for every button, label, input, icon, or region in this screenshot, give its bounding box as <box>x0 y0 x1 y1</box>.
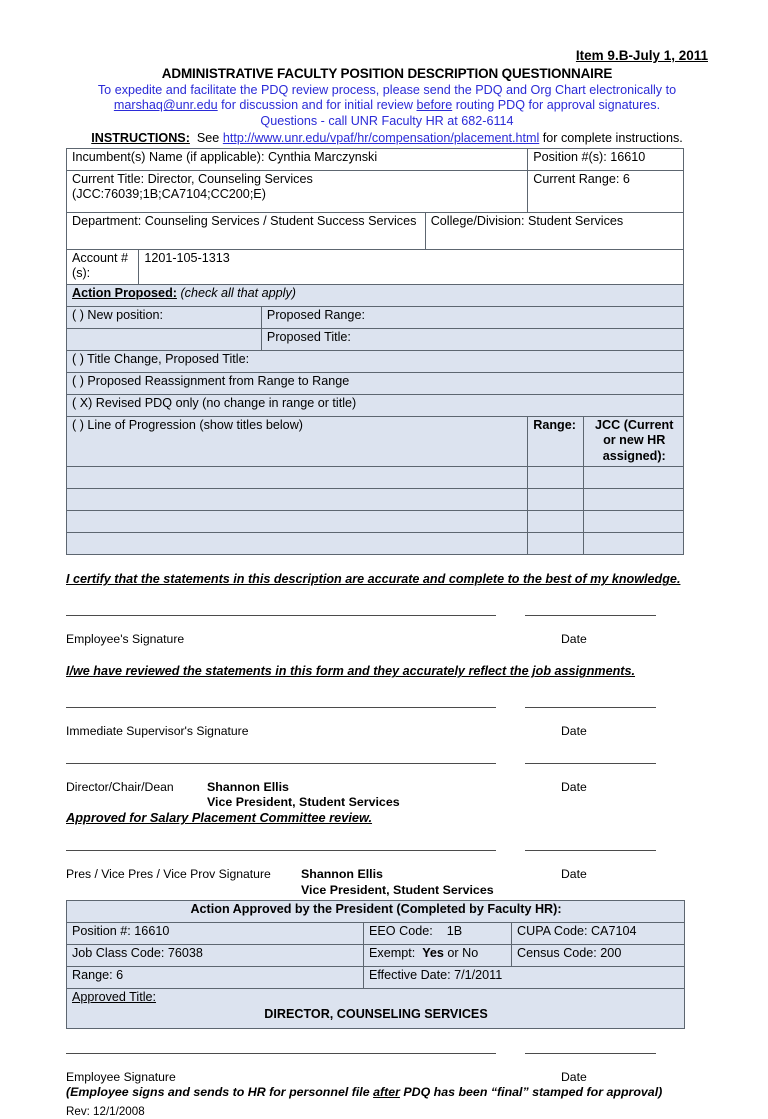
employee-signature-line[interactable] <box>66 615 496 616</box>
action-proposed-hint: (check all that apply) <box>180 285 296 300</box>
approved-title-label: Approved Title: <box>72 990 157 1005</box>
approval-cupa-code-cell: CUPA Code: CA7104 <box>512 923 685 945</box>
instructions-see: See <box>196 130 220 145</box>
college-division-cell: College/Division: Student Services <box>425 212 683 249</box>
position-number-cell: Position #(s): 16610 <box>528 148 684 170</box>
progression-title-cell[interactable] <box>67 467 528 489</box>
new-position-checkbox-cell[interactable]: ( ) New position: <box>67 306 262 328</box>
proposed-title-cell[interactable]: Proposed Title: <box>261 328 683 350</box>
approved-title-value: DIRECTOR, COUNSELING SERVICES <box>264 1006 488 1021</box>
footer-employee-signature-line[interactable] <box>66 1053 496 1054</box>
table-row <box>67 511 684 533</box>
progression-jcc-cell[interactable] <box>584 467 684 489</box>
president-date-line[interactable] <box>525 850 656 851</box>
table-row-proposed-title <box>67 328 684 350</box>
revised-pdq-cell[interactable]: ( X) Revised PDQ only (no change in range or title) <box>67 394 684 416</box>
footer-employee-date-line[interactable] <box>525 1053 656 1054</box>
footer-note-part-b: PDQ has been “final” stamped for approval) <box>399 1085 663 1100</box>
table-row-position-eeo-cupa <box>67 923 685 945</box>
president-title: Vice President, Student Services <box>301 883 494 898</box>
instructions-line <box>66 130 708 146</box>
instructions-tail: for complete instructions. <box>542 130 683 145</box>
director-date-line[interactable] <box>525 763 656 764</box>
table-row-line-of-progression-header <box>67 416 684 467</box>
employee-signature-label: Employee's Signature <box>66 632 185 647</box>
approval-position-number-cell: Position #: 16610 <box>67 923 364 945</box>
line-of-progression-cell[interactable]: ( ) Line of Progression (show titles below) <box>67 416 528 467</box>
director-signature-label: Director/Chair/Dean <box>66 780 174 795</box>
instructions-url-link[interactable]: http://www.unr.edu/vpaf/hr/compensation/placement.html <box>222 130 540 145</box>
department-cell: Department: Counseling Services / Student Success Services <box>67 212 426 249</box>
progression-title-cell[interactable] <box>67 489 528 511</box>
certification-statement-1: I certify that the statements in this description are accurate and complete to the best of my knowledge. <box>66 572 681 587</box>
table-row <box>67 533 684 555</box>
progression-range-cell[interactable] <box>528 511 584 533</box>
approved-for-committee-review-note: Approved for Salary Placement Committee review. <box>66 810 373 826</box>
intro-before-emphasis: before <box>416 98 453 113</box>
supervisor-date-label: Date <box>561 724 587 739</box>
table-row-jobclass-exempt-census <box>67 945 685 967</box>
current-title-line-2: (JCC:76039;1B;CA7104;CC200;E) <box>72 187 266 202</box>
progression-range-cell[interactable] <box>528 467 584 489</box>
president-signature-line-row <box>66 850 684 867</box>
jcc-column-header <box>584 416 684 467</box>
footer-note-part-a: (Employee signs and sends to HR for personnel file <box>66 1085 374 1100</box>
progression-range-cell[interactable] <box>528 489 584 511</box>
president-signature-line[interactable] <box>66 850 496 851</box>
approval-range-cell: Range: 6 <box>67 967 364 989</box>
incumbent-name-cell: Incumbent(s) Name (if applicable): Cynthia Marczynski <box>67 148 528 170</box>
footer-signature-line-row <box>66 1053 684 1070</box>
eeo-code-value: 1B <box>446 924 463 939</box>
exempt-yes-value: Yes <box>422 946 444 961</box>
approval-job-class-code-cell: Job Class Code: 76038 <box>67 945 364 967</box>
table-row-action-proposed <box>67 284 684 306</box>
progression-title-cell[interactable] <box>67 511 528 533</box>
table-row-range-effective-date <box>67 967 685 989</box>
current-title-line-1: Current Title: Director, Counseling Services <box>72 171 313 186</box>
position-info-table <box>66 148 684 556</box>
footer-signature-labels <box>66 1070 684 1085</box>
president-approval-table <box>66 900 685 1029</box>
intro-line-2 <box>66 98 708 113</box>
director-date-label: Date <box>561 780 587 795</box>
table-row-department <box>67 212 684 249</box>
range-column-header: Range: <box>528 416 584 467</box>
revision-date: Rev: 12/1/2008 <box>66 1105 145 1119</box>
footer-date-label: Date <box>561 1070 587 1085</box>
instructions-label: INSTRUCTIONS: <box>91 130 190 145</box>
jcc-header-line-2: or new HR <box>603 433 666 448</box>
approval-header-cell: Action Approved by the President (Completed by Faculty HR): <box>67 901 685 923</box>
page-title: ADMINISTRATIVE FACULTY POSITION DESCRIPTION QUESTIONNAIRE <box>161 66 613 81</box>
progression-jcc-cell[interactable] <box>584 533 684 555</box>
item-reference-text: Item 9.B-July 1, 2011 <box>575 48 708 63</box>
president-name: Shannon Ellis <box>301 867 383 882</box>
jcc-header-line-3: assigned): <box>602 448 666 463</box>
table-row-revised-pdq <box>67 394 684 416</box>
table-row-approved-title <box>67 989 685 1029</box>
jcc-header-line-1: JCC (Current <box>595 417 674 432</box>
new-position-blank-cell <box>67 328 262 350</box>
action-proposed-label: Action Proposed: <box>72 285 177 300</box>
certification-statement-2: I/we have reviewed the statements in this form and they accurately reflect the job assignments. <box>66 664 636 679</box>
approval-effective-date-cell: Effective Date: 7/1/2011 <box>364 967 685 989</box>
supervisor-date-line[interactable] <box>525 707 656 708</box>
eeo-code-label: EEO Code: <box>369 924 433 939</box>
current-title-cell <box>67 170 528 212</box>
table-row-account <box>67 249 684 284</box>
progression-range-cell[interactable] <box>528 533 584 555</box>
intro-line-1: To expedite and facilitate the PDQ review process, please send the PDQ and Org Chart electronically to <box>97 83 677 97</box>
intro-line-3: Questions - call UNR Faculty HR at 682-6114 <box>260 113 514 128</box>
account-label-cell: Account #(s): <box>67 249 139 284</box>
director-signature-line[interactable] <box>66 763 496 764</box>
email-link[interactable]: marshaq@unr.edu <box>113 98 218 113</box>
director-signature-line-row <box>66 763 684 780</box>
intro-paragraph <box>66 83 708 129</box>
approval-census-code-cell: Census Code: 200 <box>512 945 685 967</box>
supervisor-signature-line-row <box>66 707 684 724</box>
table-row-reassignment <box>67 372 684 394</box>
director-signature-labels <box>66 780 684 795</box>
exempt-label: Exempt: <box>369 946 416 961</box>
reassignment-cell[interactable]: ( ) Proposed Reassignment from Range to Range <box>67 372 684 394</box>
title-change-cell[interactable]: ( ) Title Change, Proposed Title: <box>67 350 684 372</box>
footer-employee-signature-label: Employee Signature <box>66 1070 176 1085</box>
approval-exempt-cell <box>364 945 512 967</box>
table-row <box>67 467 684 489</box>
footer-note <box>66 1085 708 1100</box>
president-signature-label: Pres / Vice Pres / Vice Prov Signature <box>66 867 271 882</box>
director-title: Vice President, Student Services <box>207 795 400 810</box>
account-value-cell: 1201-105-1313 <box>139 249 684 284</box>
supervisor-signature-line[interactable] <box>66 707 496 708</box>
table-row <box>67 489 684 511</box>
table-row-current-title <box>67 170 684 212</box>
supervisor-signature-label: Immediate Supervisor's Signature <box>66 724 249 739</box>
intro-line-2-tail: routing PDQ for approval signatures. <box>452 98 661 113</box>
approved-title-cell <box>67 989 685 1029</box>
current-range-cell: Current Range: 6 <box>528 170 684 212</box>
approval-eeo-code-cell <box>364 923 512 945</box>
item-reference-line <box>66 48 708 64</box>
proposed-range-cell[interactable]: Proposed Range: <box>261 306 683 328</box>
progression-title-cell[interactable] <box>67 533 528 555</box>
progression-jcc-cell[interactable] <box>584 511 684 533</box>
supervisor-signature-labels <box>66 724 684 739</box>
employee-signature-labels <box>66 632 684 647</box>
action-proposed-cell <box>67 284 684 306</box>
table-row-title-change <box>67 350 684 372</box>
progression-jcc-cell[interactable] <box>584 489 684 511</box>
intro-line-2-mid: for discussion and for initial review <box>217 98 417 113</box>
employee-date-label: Date <box>561 632 587 647</box>
employee-signature-line-row <box>66 615 684 632</box>
exempt-or-no: or No <box>447 946 479 961</box>
employee-date-line[interactable] <box>525 615 656 616</box>
table-row-incumbent <box>67 148 684 170</box>
table-row-approval-header <box>67 901 685 923</box>
table-row-new-position <box>67 306 684 328</box>
footer-note-after-emphasis: after <box>373 1085 400 1100</box>
president-date-label: Date <box>561 867 587 882</box>
president-signature-labels <box>66 867 684 883</box>
director-name: Shannon Ellis <box>207 780 289 795</box>
